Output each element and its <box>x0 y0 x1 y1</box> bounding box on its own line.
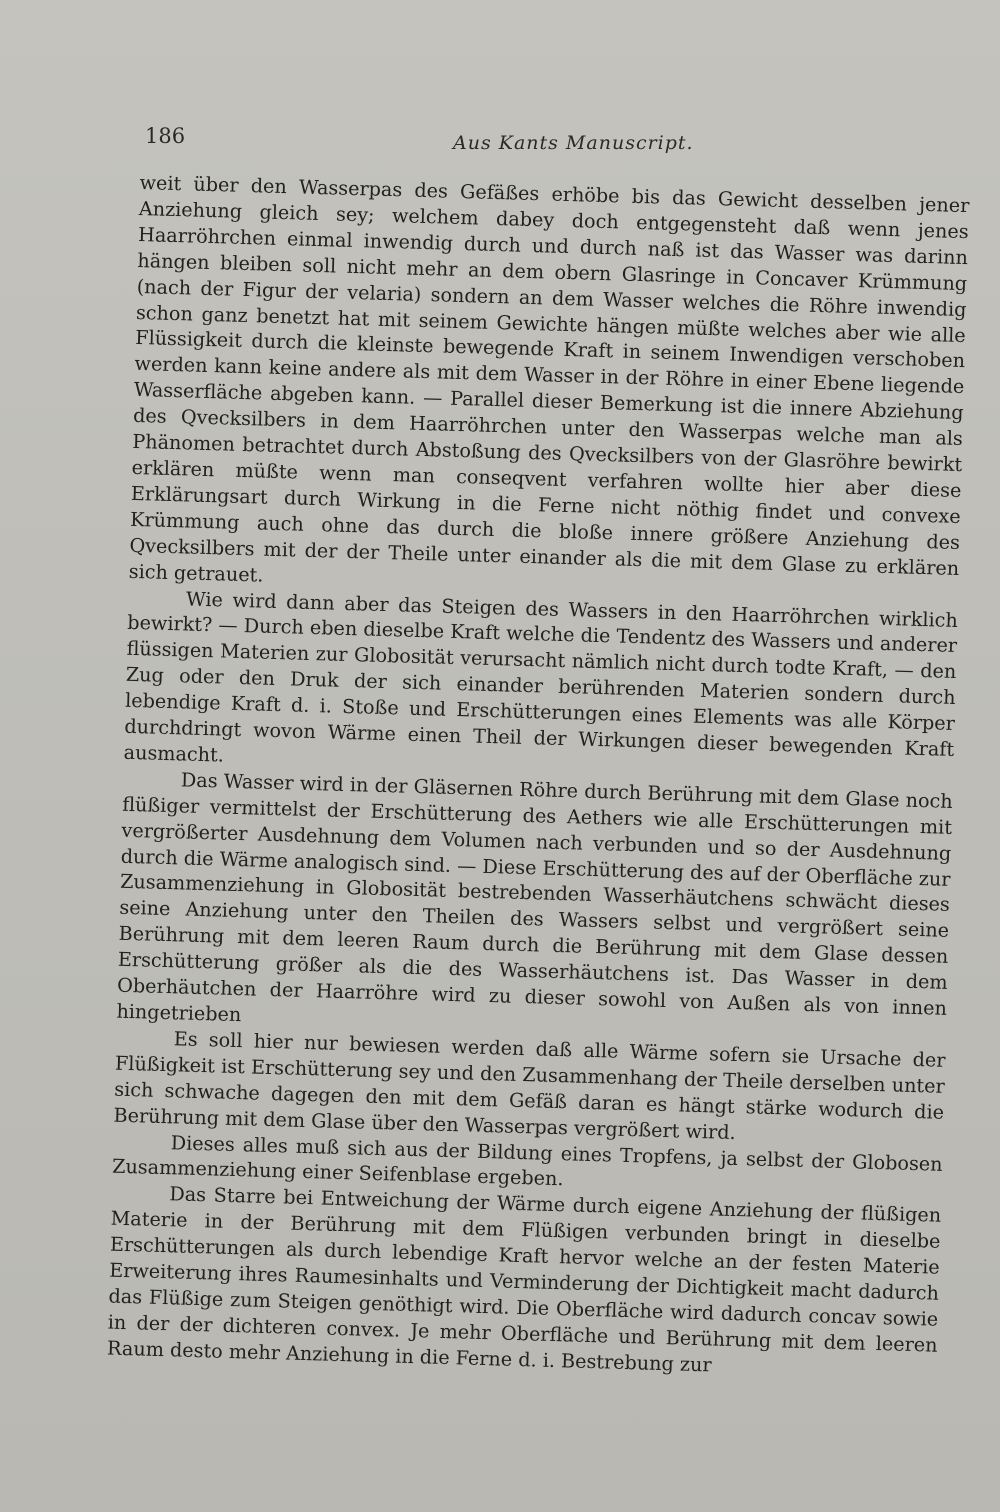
body-text <box>107 170 970 1384</box>
page-number: 186 <box>145 124 186 148</box>
paragraph: weit über den Wasserpas des Gefäßes erhöbe bis das Gewicht desselben jener Anziehung gleich sey; welchem dabey doch entgegensteht daß wenn jenes Haarröhrchen einmal inwendig durch und durch naß ist das Wasser was darinn hängen bleiben soll nicht mehr an dem obern Glasringe in Concaver Krümmung (nach der Figur der velaria) sondern an dem Wasser welches die Röhre inwendig schon ganz benetzt hat mit seinem Gewichte hängen müßte welches aber wie alle Flüssigkeit durch die kleinste bewegende Kraft in seinem Inwendigen verschoben werden kann keine andere als mit dem Wasser in der Röhre in einer Ebene liegende Wasserfläche abgeben kann. — Parallel dieser Bemerkung ist die innere Abziehung des Qvecksilbers in dem Haarröhrchen unter den Wasserpas welche man als Phänomen betrachtet durch Abstoßung des Qvecksilbers von der Glasröhre bewirkt erklären müßte wenn man conseqvent verfahren wollte hier aber diese Erklärungsart durch Wirkung in die Ferne nicht nöthig findet und convexe Krümmung auch ohne das durch die bloße innere größere Anziehung des Qvecksilbers mit der der Theile unter einander als die mit dem Glase zu erklären sich getrauet. <box>128 170 970 587</box>
paragraph: Das Wasser wird in der Gläsernen Röhre durch Berührung mit dem Glase noch flüßiger vermittelst der Erschütterung des Aethers wie alle Erschütterungen mit vergrößerter Ausdehnung dem Volumen nach verbunden und so der Ausdehnung durch die Wärme analogisch sind. — Diese Erschütterung des auf der Oberfläche zur Zusammenziehung in Globosität bestrebenden Wasserhäutchens schwächt dieses seine Anziehung unter den Theilen des Wassers selbst und vergrößert seine Berührung mit dem leeren Raum durch die Berührung mit dem Glase dessen Erschütterung größer als die des Wasserhäutchens ist. Das Wasser in dem Oberhäutchen der Haarröhre wird zu dieser sowohl von Außen als von innen hingetrieben <box>116 768 954 1027</box>
paragraph: Wie wird dann aber das Steigen des Wassers in den Haarröhrchen wirklich bewirkt? — Durch eben dieselbe Kraft welche die Tendentz des Wassers und anderer flüssigen Materien zur Globosität verursacht nämlich nicht durch todte Kraft, — den Zug oder den Druk der sich einander berührenden Materien sondern durch lebendige Kraft d. i. Stoße und Erschütterungen eines Elements was alle Körper durchdringt wovon Wärme einen Theil der Wirkungen dieser bewegenden Kraft ausmacht. <box>123 586 959 767</box>
paragraph: Dieses alles muß sich aus der Bildung eines Tropfens, ja selbst der Globosen Zusammenziehung einer Seifenblase ergeben. <box>111 1130 943 1191</box>
paragraph: Es soll hier nur bewiesen werden daß alle Wärme sofern sie Ursache der Flüßigkeit ist Erschütterung sey und den Zusammenhang der Theile derselben unter sich schwache dagegen den mit dem Gefäß daran es hängt stärke wodurch die Berührung mit dem Glase über den Wasserpas vergrößert wird. <box>113 1027 946 1144</box>
running-title: Aus Kants Manuscript. <box>453 132 694 154</box>
paragraph: Das Starre bei Entweichung der Wärme durch eigene Anziehung der flüßigen Materie in der Berührung mit dem Flüßigen verbunden bringt in dieselbe Erschütterungen als durch lebendige Kraft hervor welche an der festen Materie Erweiterung ihres Raumesinhalts und Verminderung der Dichtigkeit macht dadurch das Flüßige zum Steigen genöthigt wird. Die Oberfläche wird dadurch concav sowie in der der dichteren convex. Je mehr Oberfläche und Berührung mit dem leeren Raum desto mehr Anziehung in die Ferne d. i. Bestrebung zur <box>106 1182 942 1377</box>
page-header <box>145 118 925 158</box>
